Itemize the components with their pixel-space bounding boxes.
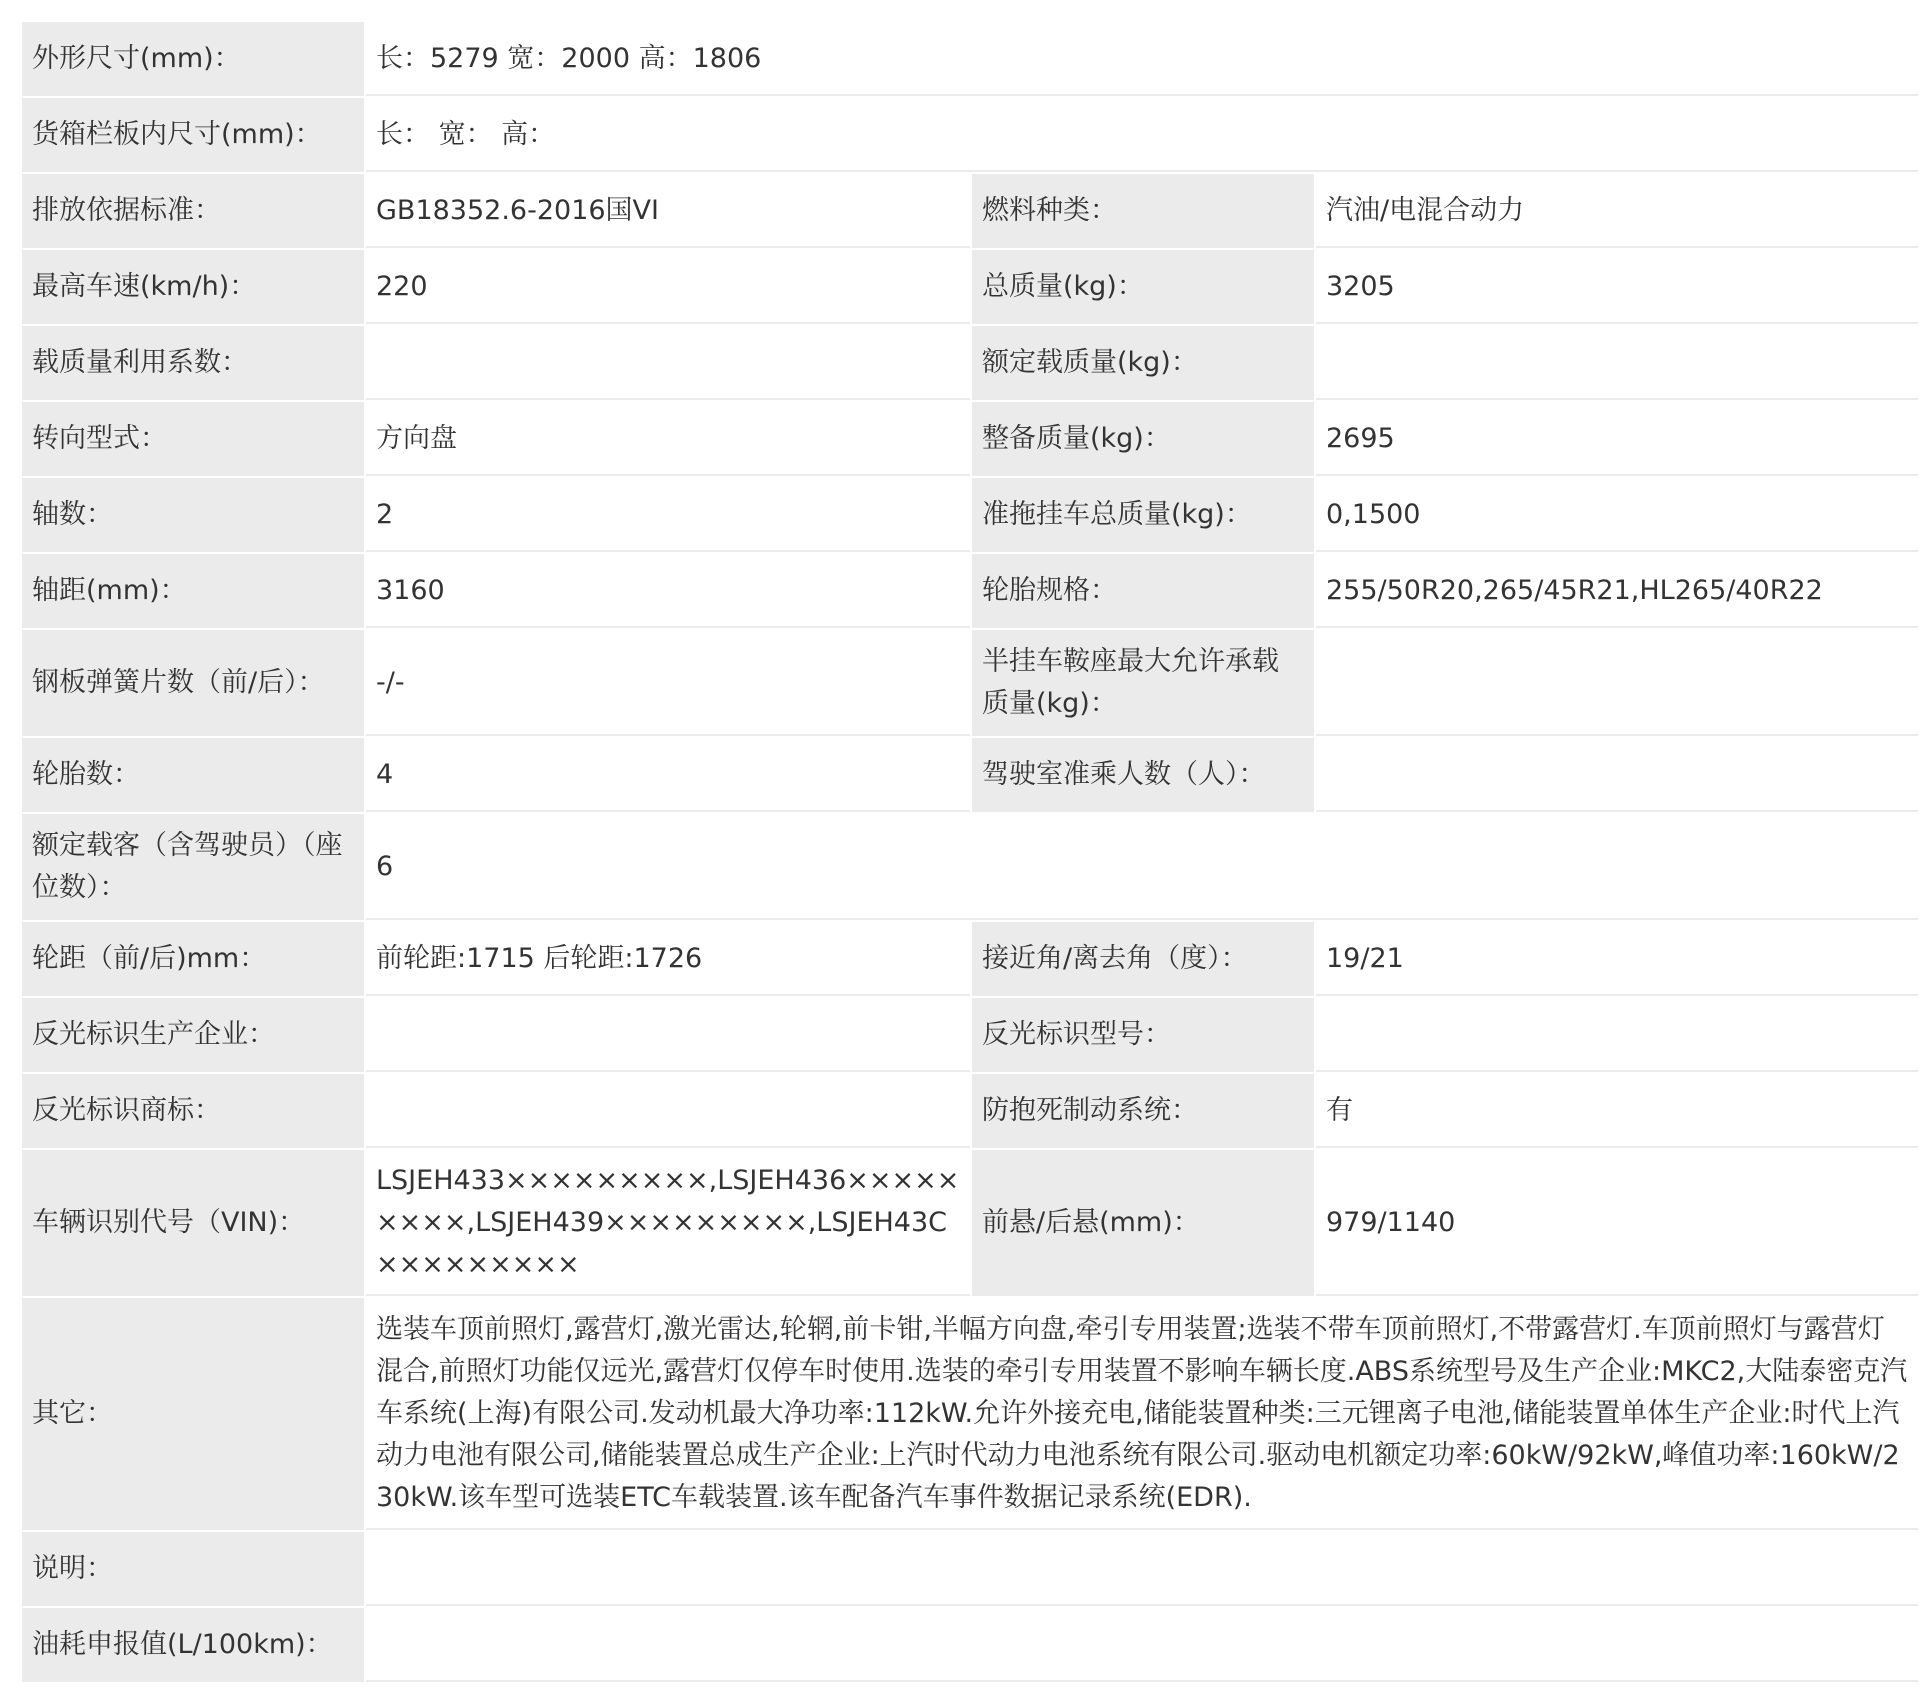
row-value: 220: [365, 249, 971, 325]
row-value: GB18352.6-2016国VI: [365, 173, 971, 249]
row-label: 排放依据标准：: [21, 173, 365, 249]
row-label-secondary: 总质量(kg)：: [971, 249, 1315, 325]
row-value: 长： 宽： 高：: [365, 97, 1919, 173]
row-label-secondary: 防抱死制动系统：: [971, 1073, 1315, 1149]
row-value-secondary: 3205: [1315, 249, 1919, 325]
row-label: 油耗申报值(L/100km)：: [21, 1607, 365, 1683]
table-row: [21, 1531, 1919, 1607]
row-label: 车辆识别代号（VIN)：: [21, 1149, 365, 1297]
row-label: 外形尺寸(mm)：: [21, 21, 365, 97]
table-row: [21, 97, 1919, 173]
row-value: [365, 1531, 1919, 1607]
row-value: 4: [365, 737, 971, 813]
table-row: [21, 249, 1919, 325]
row-label: 反光标识生产企业：: [21, 997, 365, 1073]
table-row: [21, 401, 1919, 477]
table-row: [21, 21, 1919, 97]
row-value-secondary: 2695: [1315, 401, 1919, 477]
row-value: 3160: [365, 553, 971, 629]
row-value-secondary: [1315, 325, 1919, 401]
row-label: 载质量利用系数：: [21, 325, 365, 401]
row-value-secondary: 0,1500: [1315, 477, 1919, 553]
table-row: [21, 1073, 1919, 1149]
row-value-secondary: 979/1140: [1315, 1149, 1919, 1297]
row-value: 长：5279 宽：2000 高：1806: [365, 21, 1919, 97]
table-row: [21, 629, 1919, 737]
row-label: 轴数：: [21, 477, 365, 553]
row-label: 货箱栏板内尺寸(mm)：: [21, 97, 365, 173]
row-label: 额定载客（含驾驶员）（座位数）：: [21, 813, 365, 921]
vehicle-spec-table: [20, 20, 1920, 1684]
row-value: [365, 325, 971, 401]
row-label-secondary: 燃料种类：: [971, 173, 1315, 249]
table-row: [21, 1149, 1919, 1297]
table-row: [21, 477, 1919, 553]
row-value: [365, 997, 971, 1073]
row-value-secondary: [1315, 629, 1919, 737]
row-value: -/-: [365, 629, 971, 737]
row-label-secondary: 整备质量(kg)：: [971, 401, 1315, 477]
row-label-secondary: 反光标识型号：: [971, 997, 1315, 1073]
table-row: [21, 1297, 1919, 1531]
row-label-secondary: 轮胎规格：: [971, 553, 1315, 629]
row-value: [365, 1607, 1919, 1683]
row-value: [365, 1073, 971, 1149]
row-label: 转向型式：: [21, 401, 365, 477]
row-value-secondary: 汽油/电混合动力: [1315, 173, 1919, 249]
row-label-secondary: 半挂车鞍座最大允许承载质量(kg)：: [971, 629, 1315, 737]
row-label: 反光标识商标：: [21, 1073, 365, 1149]
table-row: [21, 997, 1919, 1073]
row-label-secondary: 前悬/后悬(mm)：: [971, 1149, 1315, 1297]
row-value-secondary: 19/21: [1315, 921, 1919, 997]
table-row: [21, 921, 1919, 997]
table-row: [21, 813, 1919, 921]
table-row: [21, 553, 1919, 629]
row-label: 说明：: [21, 1531, 365, 1607]
row-label-secondary: 额定载质量(kg)：: [971, 325, 1315, 401]
table-row: [21, 325, 1919, 401]
row-value: 方向盘: [365, 401, 971, 477]
row-value-secondary: [1315, 737, 1919, 813]
row-label-secondary: 驾驶室准乘人数（人）：: [971, 737, 1315, 813]
row-label: 钢板弹簧片数（前/后）：: [21, 629, 365, 737]
table-row: [21, 1607, 1919, 1683]
row-value: LSJEH433×××××××××,LSJEH436×××××××××,LSJEH439×××××××××,LSJEH43C×××××××××: [365, 1149, 971, 1297]
table-row: [21, 737, 1919, 813]
row-label: 最高车速(km/h)：: [21, 249, 365, 325]
row-label: 轴距(mm)：: [21, 553, 365, 629]
row-label: 轮胎数：: [21, 737, 365, 813]
row-value-secondary: 有: [1315, 1073, 1919, 1149]
row-value: 2: [365, 477, 971, 553]
row-label: 轮距（前/后)mm：: [21, 921, 365, 997]
row-value: 选装车顶前照灯,露营灯,激光雷达,轮辋,前卡钳,半幅方向盘,牵引专用装置;选装不带车顶前照灯,不带露营灯.车顶前照灯与露营灯混合,前照灯功能仅远光,露营灯仅停车时使用.选装的牵引专用装置不影响车辆长度.ABS系统型号及生产企业:MKC2,大陆泰密克汽车系统(上海)有限公司.发动机最大净功率:112kW.允许外接充电,储能装置种类:三元锂离子电池,储能装置单体生产企业:时代上汽动力电池有限公司,储能装置总成生产企业:上汽时代动力电池系统有限公司.驱动电机额定功率:60kW/92kW,峰值功率:160kW/230kW.该车型可选装ETC车载装置.该车配备汽车事件数据记录系统(EDR).: [365, 1297, 1919, 1531]
row-label-secondary: 接近角/离去角（度）：: [971, 921, 1315, 997]
row-value: 6: [365, 813, 1919, 921]
row-label-secondary: 准拖挂车总质量(kg)：: [971, 477, 1315, 553]
row-label: 其它：: [21, 1297, 365, 1531]
table-row: [21, 173, 1919, 249]
row-value: 前轮距:1715 后轮距:1726: [365, 921, 971, 997]
row-value-secondary: 255/50R20,265/45R21,HL265/40R22: [1315, 553, 1919, 629]
row-value-secondary: [1315, 997, 1919, 1073]
